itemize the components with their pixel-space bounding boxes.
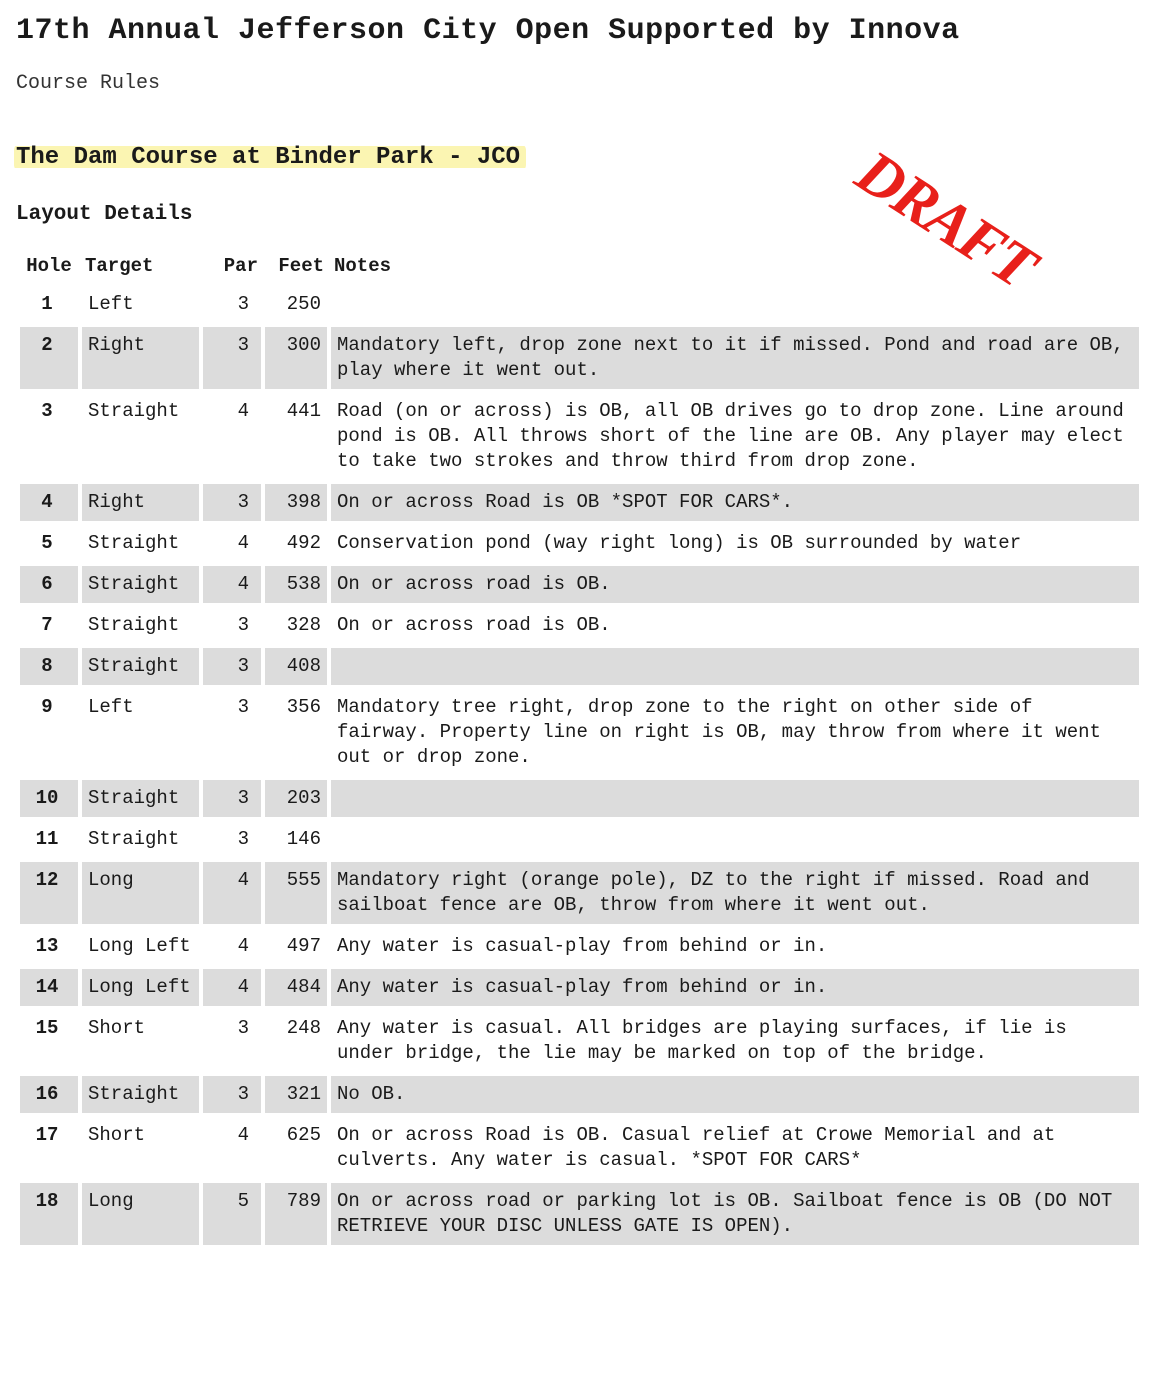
table-row [20, 393, 1139, 480]
column-header-hole: Hole [26, 255, 72, 277]
hole-number-cell: 13 [35, 935, 59, 957]
par-cell: 4 [237, 532, 249, 554]
par-cell: 3 [237, 293, 249, 315]
table-body [20, 286, 1139, 1245]
hole-number-cell: 17 [35, 1124, 59, 1146]
feet-cell: 555 [265, 862, 327, 924]
feet-cell: 250 [286, 293, 321, 315]
target-cell: Left [88, 293, 134, 315]
par-cell: 3 [237, 696, 249, 718]
feet-cell: 328 [286, 614, 321, 636]
par-cell: 3 [203, 484, 261, 521]
target-cell: Straight [88, 828, 180, 850]
notes-cell: Road (on or across) is OB, all OB drives go to drop zone. Line around pond is OB. All throws short of the line are OB. Any player may elect to take two strokes and throw third from drop zone. [337, 400, 1124, 472]
notes-cell: Mandatory left, drop zone next to it if missed. Pond and road are OB, play where it went out. [331, 327, 1139, 389]
table-row [20, 286, 1139, 323]
table-row [20, 780, 1139, 817]
par-cell: 3 [203, 780, 261, 817]
table-row [20, 1076, 1139, 1113]
hole-number-cell: 5 [41, 532, 53, 554]
target-cell: Straight [82, 780, 199, 817]
hole-number-cell: 9 [41, 696, 53, 718]
feet-cell: 538 [265, 566, 327, 603]
table-row [20, 928, 1139, 965]
par-cell: 3 [203, 1076, 261, 1113]
target-cell: Long Left [88, 935, 191, 957]
table-row [20, 1117, 1139, 1179]
target-cell: Straight [88, 400, 180, 422]
hole-number-cell: 16 [20, 1076, 78, 1113]
hole-number-cell: 3 [41, 400, 53, 422]
par-cell: 3 [237, 828, 249, 850]
par-cell: 4 [237, 400, 249, 422]
feet-cell: 356 [286, 696, 321, 718]
notes-cell: On or across road is OB. [331, 566, 1139, 603]
notes-cell: Mandatory right (orange pole), DZ to the right if missed. Road and sailboat fence are OB, throw from where it went out. [331, 862, 1139, 924]
feet-cell: 441 [286, 400, 321, 422]
notes-cell: On or across Road is OB. Casual relief at Crowe Memorial and at culverts. Any water is casual. *SPOT FOR CARS* [337, 1124, 1056, 1171]
draft-stamp: DRAFT [844, 137, 1047, 302]
target-cell: Right [82, 327, 199, 389]
par-cell: 4 [203, 862, 261, 924]
hole-number-cell: 14 [20, 969, 78, 1006]
column-header-par: Par [223, 255, 258, 277]
target-cell: Long Left [82, 969, 199, 1006]
target-cell: Long [82, 1183, 199, 1245]
feet-cell: 789 [265, 1183, 327, 1245]
course-name-heading: The Dam Course at Binder Park - JCO [14, 144, 526, 171]
notes-cell: Any water is casual. All bridges are playing surfaces, if lie is under bridge, the lie may be marked on top of the bridge. [337, 1017, 1067, 1064]
feet-cell: 203 [265, 780, 327, 817]
hole-number-cell: 6 [20, 566, 78, 603]
target-cell: Long [82, 862, 199, 924]
notes-cell [331, 286, 1139, 323]
notes-cell: Any water is casual-play from behind or in. [331, 969, 1139, 1006]
table-row [20, 525, 1139, 562]
feet-cell: 408 [265, 648, 327, 685]
page-title: 17th Annual Jefferson City Open Supported by Innova [16, 14, 960, 48]
hole-number-cell: 15 [35, 1017, 59, 1039]
par-cell: 4 [203, 969, 261, 1006]
layout-details-heading: Layout Details [16, 203, 193, 226]
feet-cell: 300 [265, 327, 327, 389]
target-cell: Straight [88, 614, 180, 636]
table-row [20, 484, 1139, 521]
hole-number-cell: 1 [41, 293, 53, 315]
notes-cell: No OB. [331, 1076, 1139, 1113]
target-cell: Straight [88, 532, 180, 554]
target-cell: Left [88, 696, 134, 718]
hole-number-cell: 4 [20, 484, 78, 521]
feet-cell: 146 [286, 828, 321, 850]
target-cell: Right [82, 484, 199, 521]
feet-cell: 497 [286, 935, 321, 957]
hole-number-cell: 8 [20, 648, 78, 685]
feet-cell: 484 [265, 969, 327, 1006]
notes-cell: Any water is casual-play from behind or in. [337, 935, 828, 957]
notes-cell: On or across road is OB. [337, 614, 611, 636]
hole-number-cell: 2 [20, 327, 78, 389]
feet-cell: 492 [286, 532, 321, 554]
notes-cell: Conservation pond (way right long) is OB surrounded by water [337, 532, 1022, 554]
notes-cell: On or across Road is OB *SPOT FOR CARS*. [331, 484, 1139, 521]
notes-cell [331, 780, 1139, 817]
par-cell: 4 [203, 566, 261, 603]
feet-cell: 398 [265, 484, 327, 521]
feet-cell: 625 [286, 1124, 321, 1146]
hole-number-cell: 18 [20, 1183, 78, 1245]
target-cell: Straight [82, 566, 199, 603]
table-row [20, 1010, 1139, 1072]
hole-number-cell: 10 [20, 780, 78, 817]
par-cell: 4 [237, 935, 249, 957]
table-row [20, 607, 1139, 644]
par-cell: 3 [237, 614, 249, 636]
hole-number-cell: 12 [20, 862, 78, 924]
target-cell: Straight [82, 648, 199, 685]
table-row [20, 327, 1139, 389]
notes-cell: Mandatory tree right, drop zone to the right on other side of fairway. Property line on right is OB, may throw from where it went out or drop zone. [337, 696, 1101, 768]
par-cell: 4 [237, 1124, 249, 1146]
feet-cell: 321 [265, 1076, 327, 1113]
table-header-row [20, 250, 1139, 282]
table-row [20, 862, 1139, 924]
column-header-target: Target [85, 255, 154, 277]
target-cell: Short [88, 1017, 146, 1039]
table-row [20, 821, 1139, 858]
par-cell: 3 [237, 1017, 249, 1039]
table-row [20, 969, 1139, 1006]
layout-table [16, 246, 1143, 1249]
notes-cell: On or across road or parking lot is OB. Sailboat fence is OB (DO NOT RETRIEVE YOUR DISC UNLESS GATE IS OPEN). [331, 1183, 1139, 1245]
feet-cell: 248 [286, 1017, 321, 1039]
page-subtitle: Course Rules [16, 72, 161, 95]
target-cell: Short [88, 1124, 146, 1146]
notes-cell [331, 821, 1139, 858]
table-row [20, 689, 1139, 776]
hole-number-cell: 11 [35, 828, 59, 850]
par-cell: 3 [203, 327, 261, 389]
table-row [20, 648, 1139, 685]
table-row [20, 1183, 1139, 1245]
column-header-notes: Notes [334, 255, 392, 277]
par-cell: 5 [203, 1183, 261, 1245]
table-row [20, 566, 1139, 603]
hole-number-cell: 7 [41, 614, 53, 636]
target-cell: Straight [82, 1076, 199, 1113]
notes-cell [331, 648, 1139, 685]
par-cell: 3 [203, 648, 261, 685]
column-header-feet: Feet [278, 255, 324, 277]
